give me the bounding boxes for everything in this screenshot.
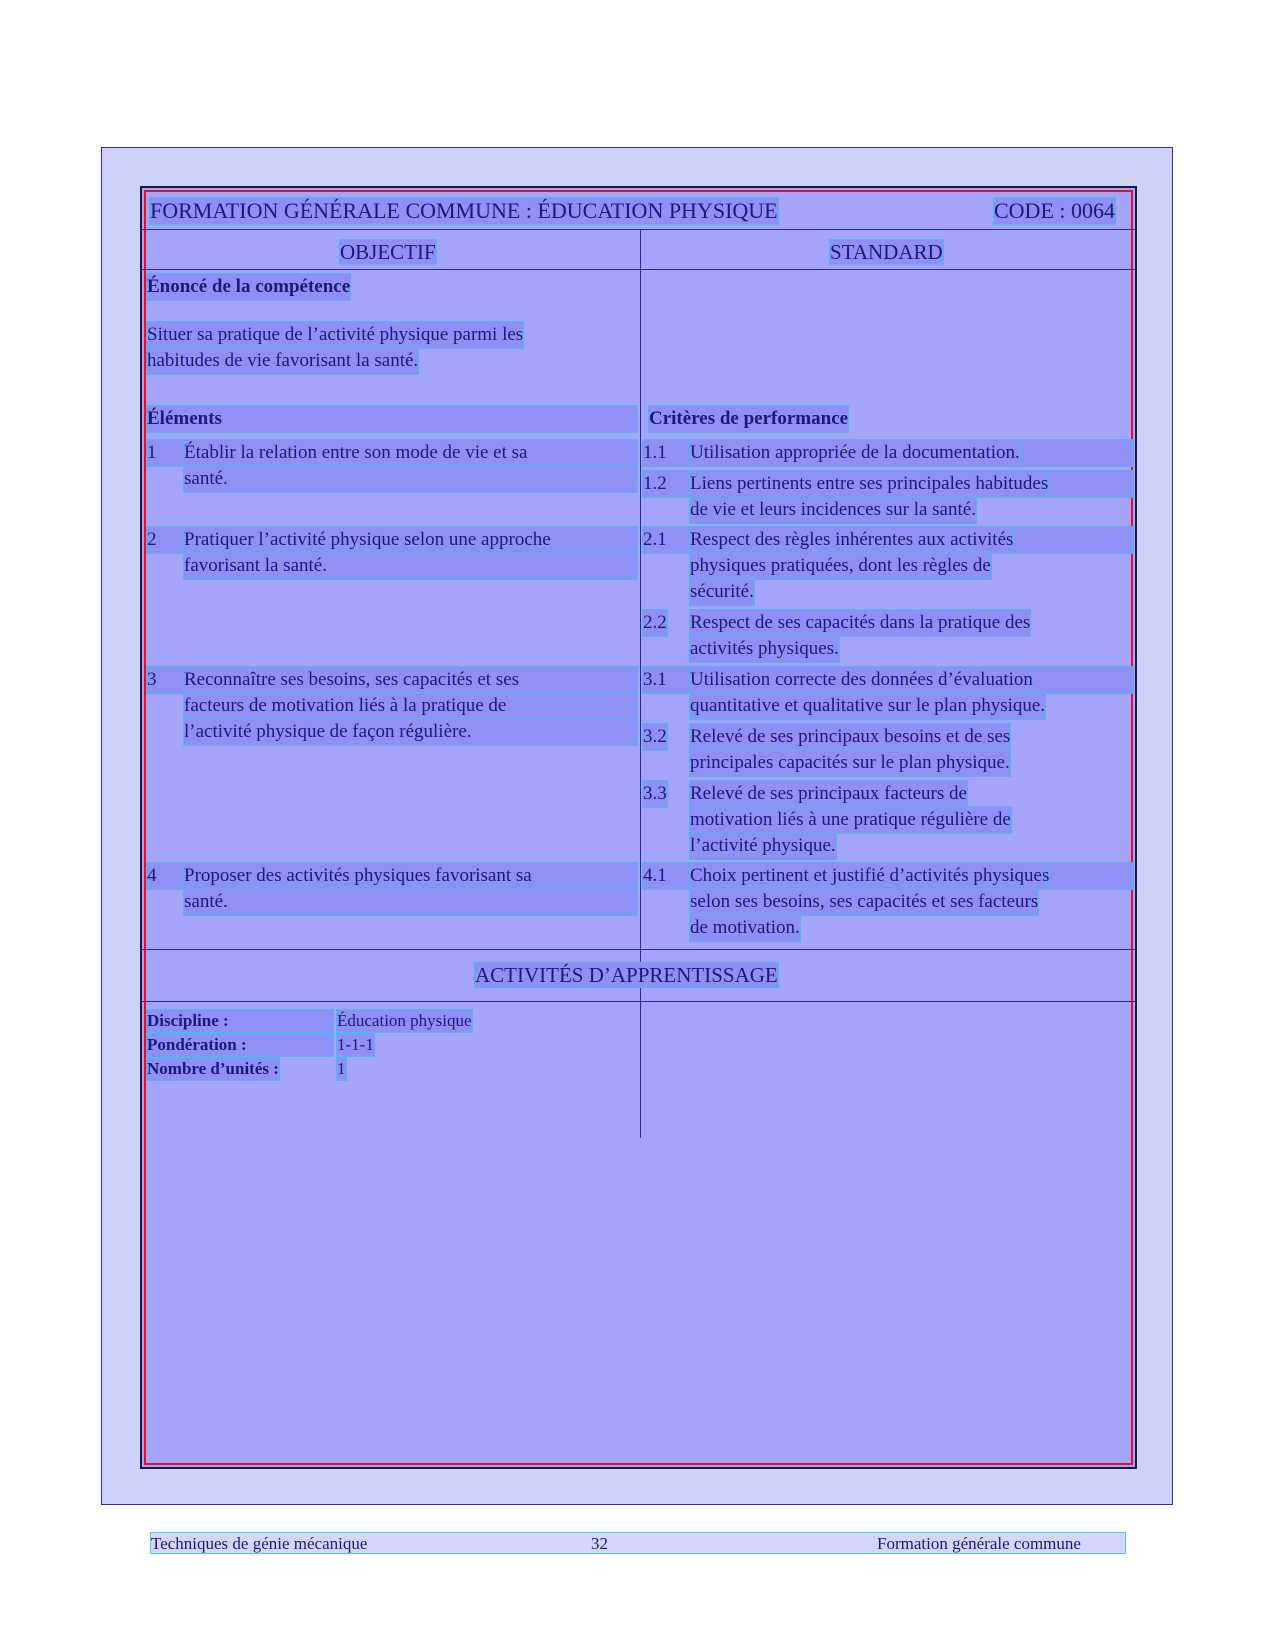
element-text-line: Reconnaître ses besoins, ses capacités et ses (184, 667, 637, 693)
criterion-text-line: de motivation. (690, 915, 800, 941)
criterion-text-line: Respect de ses capacités dans la pratique des (690, 610, 1030, 636)
criterion-number: 2.1 (643, 527, 1133, 553)
unites-value: 1 (337, 1059, 346, 1078)
footer-page-number: 32 (591, 1534, 608, 1553)
element-text-line: Proposer des activités physiques favorisant sa (184, 863, 637, 889)
competence-text-line-2: habitudes de vie favorisant la santé. (147, 348, 418, 374)
activities-bottom-divider (142, 1001, 1135, 1002)
criterion-number: 3.2 (643, 724, 667, 750)
element-text-line: santé. (184, 889, 637, 915)
document-title: FORMATION GÉNÉRALE COMMUNE : ÉDUCATION PHYSIQUE (150, 198, 778, 223)
criterion-number: 3.1 (643, 667, 1133, 693)
footer-program: Techniques de génie mécanique (151, 1534, 368, 1553)
element-text-line: santé. (184, 466, 637, 492)
criterion-text-line: de vie et leurs incidences sur la santé. (690, 497, 976, 523)
criterion-number: 1.2 (643, 471, 1133, 497)
competency-table (140, 186, 1137, 1469)
discipline-label: Discipline : (147, 1010, 333, 1032)
criteria-label: Critères de performance (649, 406, 848, 432)
criterion-number: 2.2 (643, 610, 667, 636)
criterion-text-line: physiques pratiquées, dont les règles de (690, 553, 991, 579)
criterion-text-line: Utilisation appropriée de la documentation. (690, 440, 1020, 466)
ponderation-value: 1-1-1 (337, 1035, 374, 1054)
criterion-number: 4.1 (643, 863, 1133, 889)
competence-text-line-1: Situer sa pratique de l’activité physique parmi les (147, 322, 523, 348)
column-header-standard: STANDARD (830, 240, 943, 264)
criterion-text-line: Utilisation correcte des données d’évaluation (690, 667, 1033, 693)
table-title-row (142, 188, 1135, 230)
element-text-line: Pratiquer l’activité physique selon une approche (184, 527, 637, 553)
element-number: 4 (147, 863, 637, 889)
criterion-number: 3.3 (643, 781, 667, 807)
criterion-text-line: sécurité. (690, 579, 754, 605)
element-number: 3 (147, 667, 637, 693)
elements-label: Éléments (147, 406, 637, 432)
criterion-text-line: Relevé de ses principaux besoins et de ses (690, 724, 1010, 750)
criterion-text-line: Choix pertinent et justifié d’activités physiques (690, 863, 1049, 889)
course-code: CODE : 0064 (994, 198, 1115, 223)
element-text-line: Établir la relation entre son mode de vie et sa (184, 440, 637, 466)
criterion-text-line: principales capacités sur le plan physique. (690, 750, 1010, 776)
criterion-number: 1.1 (643, 440, 1133, 466)
discipline-value: Éducation physique (337, 1011, 472, 1030)
criterion-text-line: Relevé de ses principaux facteurs de (690, 781, 967, 807)
unites-label: Nombre d’unités : (147, 1059, 279, 1078)
criterion-text-line: motivation liés à une pratique régulière de (690, 807, 1011, 833)
element-text-line: favorisant la santé. (184, 553, 637, 579)
element-number: 2 (147, 527, 637, 553)
footer-section: Formation générale commune (877, 1534, 1081, 1553)
competence-label: Énoncé de la compétence (147, 274, 350, 300)
criterion-text-line: Liens pertinents entre ses principales habitudes (690, 471, 1048, 497)
column-header-row (142, 230, 1135, 270)
element-text-line: l’activité physique de façon régulière. (184, 719, 637, 745)
criterion-text-line: Respect des règles inhérentes aux activités (690, 527, 1013, 553)
ponderation-label: Pondération : (147, 1034, 333, 1056)
criterion-text-line: selon ses besoins, ses capacités et ses facteurs (690, 889, 1038, 915)
activities-top-divider (142, 949, 1135, 950)
criterion-text-line: activités physiques. (690, 636, 839, 662)
activities-title: ACTIVITÉS D’APPRENTISSAGE (475, 963, 778, 987)
criterion-text-line: l’activité physique. (690, 833, 836, 859)
element-number: 1 (147, 440, 637, 466)
element-text-line: facteurs de motivation liés à la pratique de (184, 693, 637, 719)
column-header-objectif: OBJECTIF (340, 240, 436, 264)
criterion-text-line: quantitative et qualitative sur le plan physique. (690, 693, 1045, 719)
